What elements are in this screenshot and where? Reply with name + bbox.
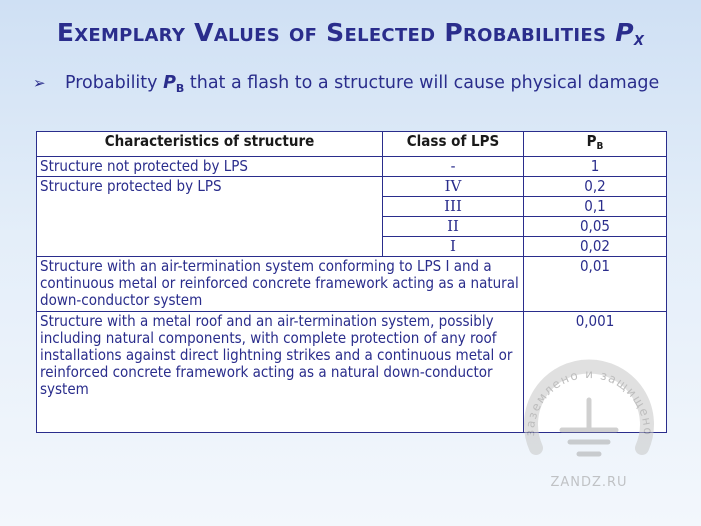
cell-characteristic: Structure with a metal roof and an air-termination system, possibly including natural components, with complete protection of any roof installations against direct lightning strikes and a continuous metal or reinforced concrete framework acting as a natural down-conductor system bbox=[37, 312, 524, 433]
cell-characteristic: Structure protected by LPS bbox=[37, 177, 383, 257]
table-row bbox=[37, 257, 667, 312]
cell-class: IV bbox=[383, 177, 524, 197]
table-row bbox=[37, 312, 667, 433]
title-text: Exemplary Values of Selected Probabilities bbox=[56, 18, 616, 47]
cell-characteristic: Structure with an air-termination system conforming to LPS I and a continuous metal or reinforced concrete framework acting as a natural down-conductor system bbox=[37, 257, 524, 312]
header-pb-letter: P bbox=[586, 132, 597, 150]
table-header-row bbox=[37, 132, 667, 157]
header-class: Class of LPS bbox=[383, 132, 524, 157]
bullet-symbol bbox=[163, 73, 184, 93]
cell-class: II bbox=[383, 217, 524, 237]
probability-table bbox=[36, 131, 667, 433]
bullet-point bbox=[33, 73, 683, 95]
header-pb bbox=[524, 132, 667, 157]
bullet-symbol-subscript: B bbox=[175, 82, 185, 95]
cell-pb: 1 bbox=[524, 157, 667, 177]
cell-pb: 0,2 bbox=[524, 177, 667, 197]
cell-class: I bbox=[383, 237, 524, 257]
cell-pb: 0,001 bbox=[524, 312, 667, 433]
header-pb-subscript: B bbox=[596, 141, 604, 152]
title-symbol bbox=[615, 18, 644, 47]
cell-class: - bbox=[383, 157, 524, 177]
cell-pb: 0,05 bbox=[524, 217, 667, 237]
watermark-arc-text: заземлено и защищено bbox=[522, 366, 656, 437]
cell-pb: 0,02 bbox=[524, 237, 667, 257]
bullet-symbol-letter: P bbox=[163, 73, 176, 93]
arrow-bullet-icon: ➢ bbox=[33, 74, 46, 92]
table-row bbox=[37, 157, 667, 177]
table-row bbox=[37, 177, 667, 197]
cell-class: III bbox=[383, 197, 524, 217]
cell-characteristic: Structure not protected by LPS bbox=[37, 157, 383, 177]
title-symbol-subscript: X bbox=[633, 34, 645, 49]
cell-pb: 0,1 bbox=[524, 197, 667, 217]
slide-title bbox=[0, 18, 701, 49]
cell-pb: 0,01 bbox=[524, 257, 667, 312]
header-characteristics: Characteristics of structure bbox=[37, 132, 383, 157]
bullet-text-before: Probability bbox=[65, 73, 164, 93]
bullet-text-after: that a flash to a structure will cause physical damage bbox=[184, 73, 660, 93]
watermark-site-text: ZANDZ.RU bbox=[550, 475, 628, 490]
title-symbol-letter: P bbox=[615, 18, 634, 47]
